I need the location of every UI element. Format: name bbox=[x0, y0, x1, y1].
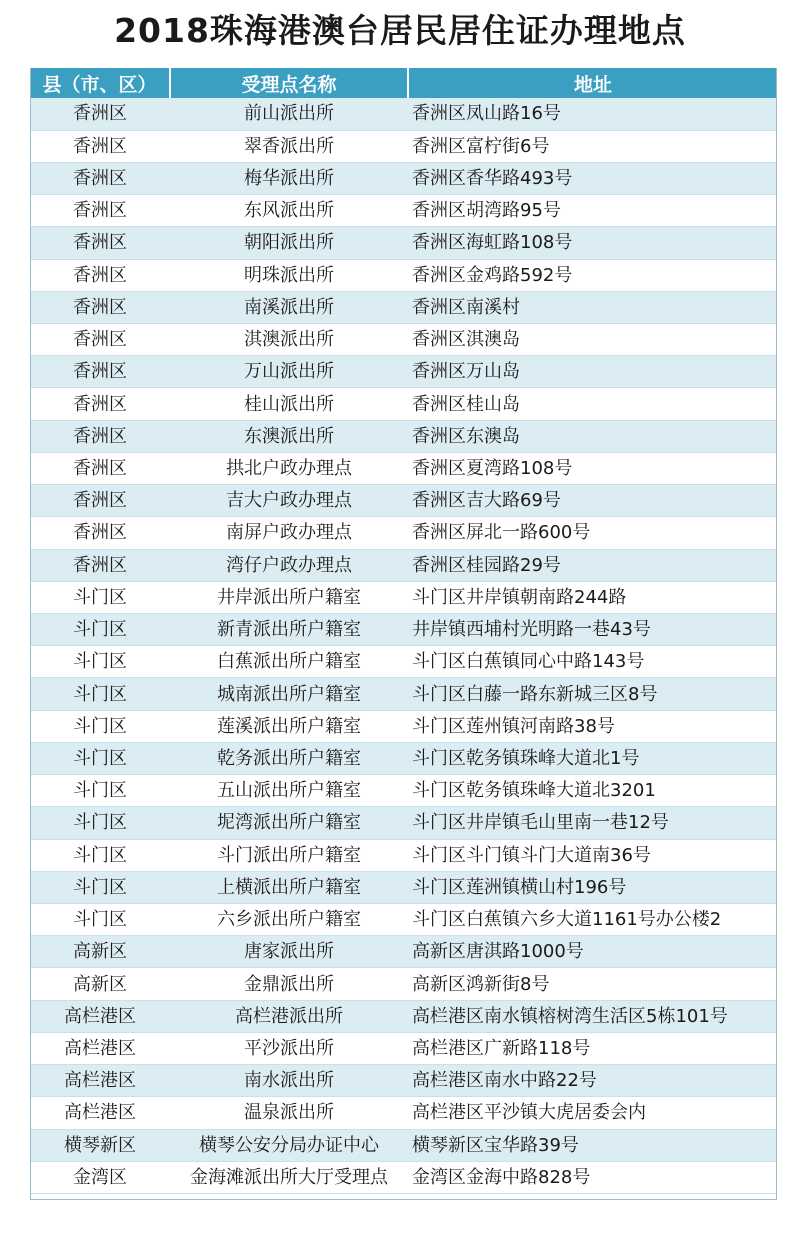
cell-address: 香洲区富柠街6号 bbox=[412, 135, 550, 157]
cell-address: 香洲区吉大路69号 bbox=[412, 490, 561, 512]
cell-address: 香洲区南溪村 bbox=[412, 296, 520, 318]
cell-address: 香洲区淇澳岛 bbox=[412, 329, 520, 351]
cell-office-name: 五山派出所户籍室 bbox=[217, 780, 361, 802]
cell-address: 井岸镇西埔村光明路一巷43号 bbox=[412, 619, 651, 641]
table-row bbox=[30, 807, 777, 839]
table-row bbox=[30, 1065, 777, 1097]
table-row bbox=[30, 839, 777, 871]
cell-office-name: 城南派出所户籍室 bbox=[217, 683, 361, 705]
cell-office-name: 上横派出所户籍室 bbox=[217, 876, 361, 898]
cell-address: 香洲区凤山路16号 bbox=[412, 103, 561, 125]
cell-office-name: 东风派出所 bbox=[244, 200, 334, 222]
cell-office-name: 桂山派出所 bbox=[244, 393, 334, 415]
cell-district: 香洲区 bbox=[73, 361, 127, 383]
cell-address: 斗门区井岸镇毛山里南一巷12号 bbox=[412, 812, 669, 834]
table-row bbox=[30, 324, 777, 356]
cell-office-name: 乾务派出所户籍室 bbox=[217, 747, 361, 769]
cell-office-name: 斗门派出所户籍室 bbox=[217, 844, 361, 866]
cell-address: 香洲区夏湾路108号 bbox=[412, 458, 573, 480]
table-row bbox=[30, 678, 777, 710]
locations-table-container bbox=[30, 68, 777, 1194]
table-row bbox=[30, 227, 777, 259]
cell-address: 斗门区莲州镇河南路38号 bbox=[412, 715, 615, 737]
cell-office-name: 南水派出所 bbox=[244, 1070, 334, 1092]
cell-district: 斗门区 bbox=[73, 747, 127, 769]
cell-address: 香洲区东澳岛 bbox=[412, 425, 520, 447]
table-row bbox=[30, 614, 777, 646]
cell-address: 高新区唐淇路1000号 bbox=[412, 941, 584, 963]
cell-address: 香洲区屏北一路600号 bbox=[412, 522, 591, 544]
cell-district: 香洲区 bbox=[73, 554, 127, 576]
cell-office-name: 南屏户政办理点 bbox=[226, 522, 352, 544]
cell-office-name: 湾仔户政办理点 bbox=[226, 554, 352, 576]
cell-district: 香洲区 bbox=[73, 232, 127, 254]
cell-district: 香洲区 bbox=[73, 458, 127, 480]
table-row bbox=[30, 968, 777, 1000]
table-row bbox=[30, 1000, 777, 1032]
cell-address: 香洲区万山岛 bbox=[412, 361, 520, 383]
table-header bbox=[30, 68, 777, 98]
cell-district: 斗门区 bbox=[73, 812, 127, 834]
header-district: 县（市、区） bbox=[30, 68, 170, 98]
cell-address: 斗门区白蕉镇六乡大道1161号办公楼2 bbox=[412, 909, 722, 931]
cell-district: 高栏港区 bbox=[64, 1102, 136, 1124]
cell-district: 香洲区 bbox=[73, 103, 127, 125]
cell-district: 高栏港区 bbox=[64, 1070, 136, 1092]
cell-office-name: 淇澳派出所 bbox=[244, 329, 334, 351]
cell-district: 斗门区 bbox=[73, 780, 127, 802]
table-row bbox=[30, 646, 777, 678]
cell-office-name: 梅华派出所 bbox=[244, 168, 334, 190]
cell-district: 斗门区 bbox=[73, 619, 127, 641]
cell-office-name: 唐家派出所 bbox=[244, 941, 334, 963]
table-row bbox=[30, 452, 777, 484]
cell-office-name: 横琴公安分局办证中心 bbox=[199, 1134, 379, 1156]
cell-district: 香洲区 bbox=[73, 200, 127, 222]
cell-district: 斗门区 bbox=[73, 715, 127, 737]
cell-address: 香洲区金鸡路592号 bbox=[412, 264, 573, 286]
cell-office-name: 万山派出所 bbox=[244, 361, 334, 383]
cell-office-name: 翠香派出所 bbox=[244, 135, 334, 157]
cell-address: 斗门区乾务镇珠峰大道北1号 bbox=[412, 747, 640, 769]
cell-office-name: 白蕉派出所户籍室 bbox=[217, 651, 361, 673]
cell-address: 高新区鸿新街8号 bbox=[412, 973, 550, 995]
cell-office-name: 前山派出所 bbox=[244, 103, 334, 125]
header-office-name: 受理点名称 bbox=[170, 68, 408, 98]
cell-district: 香洲区 bbox=[73, 168, 127, 190]
table-row bbox=[30, 162, 777, 194]
cell-district: 横琴新区 bbox=[64, 1134, 136, 1156]
cell-district: 斗门区 bbox=[73, 651, 127, 673]
cell-address: 斗门区白蕉镇同心中路143号 bbox=[412, 651, 645, 673]
table-row bbox=[30, 259, 777, 291]
cell-office-name: 高栏港派出所 bbox=[235, 1005, 343, 1027]
cell-office-name: 坭湾派出所户籍室 bbox=[217, 812, 361, 834]
cell-address: 斗门区白藤一路东新城三区8号 bbox=[412, 683, 658, 705]
table-bottom-border bbox=[30, 1199, 777, 1200]
cell-office-name: 新青派出所户籍室 bbox=[217, 619, 361, 641]
table-right-border bbox=[776, 68, 777, 1200]
table-row bbox=[30, 291, 777, 323]
table-row bbox=[30, 517, 777, 549]
cell-district: 斗门区 bbox=[73, 844, 127, 866]
table-row bbox=[30, 742, 777, 774]
table-row bbox=[30, 775, 777, 807]
table-row bbox=[30, 98, 777, 130]
cell-district: 香洲区 bbox=[73, 490, 127, 512]
cell-office-name: 东澳派出所 bbox=[244, 425, 334, 447]
cell-office-name: 温泉派出所 bbox=[244, 1102, 334, 1124]
cell-office-name: 明珠派出所 bbox=[244, 264, 334, 286]
cell-address: 金湾区金海中路828号 bbox=[412, 1166, 591, 1188]
cell-office-name: 平沙派出所 bbox=[244, 1037, 334, 1059]
cell-address: 香洲区桂园路29号 bbox=[412, 554, 561, 576]
cell-office-name: 六乡派出所户籍室 bbox=[217, 909, 361, 931]
table-row bbox=[30, 581, 777, 613]
cell-district: 香洲区 bbox=[73, 393, 127, 415]
cell-address: 斗门区莲洲镇横山村196号 bbox=[412, 876, 627, 898]
header-row bbox=[30, 68, 777, 98]
cell-address: 香洲区桂山岛 bbox=[412, 393, 520, 415]
cell-office-name: 金海滩派出所大厅受理点 bbox=[190, 1166, 388, 1188]
table-row bbox=[30, 871, 777, 903]
cell-address: 高栏港区南水镇榕树湾生活区5栋101号 bbox=[412, 1005, 728, 1027]
cell-office-name: 朝阳派出所 bbox=[244, 232, 334, 254]
cell-district: 香洲区 bbox=[73, 296, 127, 318]
cell-district: 金湾区 bbox=[73, 1166, 127, 1188]
cell-address: 高栏港区平沙镇大虎居委会内 bbox=[412, 1102, 646, 1124]
table-row bbox=[30, 130, 777, 162]
cell-office-name: 莲溪派出所户籍室 bbox=[217, 715, 361, 737]
cell-office-name: 拱北户政办理点 bbox=[226, 458, 352, 480]
cell-address: 斗门区井岸镇朝南路244路 bbox=[412, 586, 627, 608]
table-left-border bbox=[30, 68, 31, 1200]
table-body bbox=[30, 98, 777, 1193]
cell-address: 横琴新区宝华路39号 bbox=[412, 1134, 579, 1156]
cell-district: 香洲区 bbox=[73, 135, 127, 157]
cell-district: 香洲区 bbox=[73, 329, 127, 351]
cell-district: 高栏港区 bbox=[64, 1005, 136, 1027]
table-row bbox=[30, 356, 777, 388]
locations-table bbox=[30, 68, 777, 1194]
table-row bbox=[30, 195, 777, 227]
cell-address: 高栏港区广新路118号 bbox=[412, 1037, 591, 1059]
table-row bbox=[30, 420, 777, 452]
cell-district: 高新区 bbox=[73, 973, 127, 995]
cell-district: 高栏港区 bbox=[64, 1037, 136, 1059]
table-row bbox=[30, 485, 777, 517]
cell-office-name: 金鼎派出所 bbox=[244, 973, 334, 995]
table-row bbox=[30, 936, 777, 968]
cell-office-name: 南溪派出所 bbox=[244, 296, 334, 318]
cell-district: 香洲区 bbox=[73, 425, 127, 447]
cell-district: 斗门区 bbox=[73, 909, 127, 931]
cell-district: 高新区 bbox=[73, 941, 127, 963]
cell-district: 香洲区 bbox=[73, 522, 127, 544]
table-row bbox=[30, 1129, 777, 1161]
cell-district: 斗门区 bbox=[73, 876, 127, 898]
table-row bbox=[30, 388, 777, 420]
cell-district: 斗门区 bbox=[73, 586, 127, 608]
cell-address: 斗门区斗门镇斗门大道南36号 bbox=[412, 844, 651, 866]
cell-address: 香洲区海虹路108号 bbox=[412, 232, 573, 254]
cell-address: 高栏港区南水中路22号 bbox=[412, 1070, 597, 1092]
table-row bbox=[30, 1161, 777, 1193]
page-title: 2018珠海港澳台居民居住证办理地点 bbox=[114, 11, 686, 50]
cell-address: 香洲区香华路493号 bbox=[412, 168, 573, 190]
cell-district: 斗门区 bbox=[73, 683, 127, 705]
header-address: 地址 bbox=[408, 68, 777, 98]
table-row bbox=[30, 903, 777, 935]
cell-address: 斗门区乾务镇珠峰大道北3201 bbox=[412, 780, 656, 802]
table-row bbox=[30, 1032, 777, 1064]
table-row bbox=[30, 710, 777, 742]
cell-district: 香洲区 bbox=[73, 264, 127, 286]
table-row bbox=[30, 1097, 777, 1129]
cell-address: 香洲区胡湾路95号 bbox=[412, 200, 561, 222]
cell-office-name: 井岸派出所户籍室 bbox=[217, 586, 361, 608]
table-row bbox=[30, 549, 777, 581]
cell-office-name: 吉大户政办理点 bbox=[226, 490, 352, 512]
